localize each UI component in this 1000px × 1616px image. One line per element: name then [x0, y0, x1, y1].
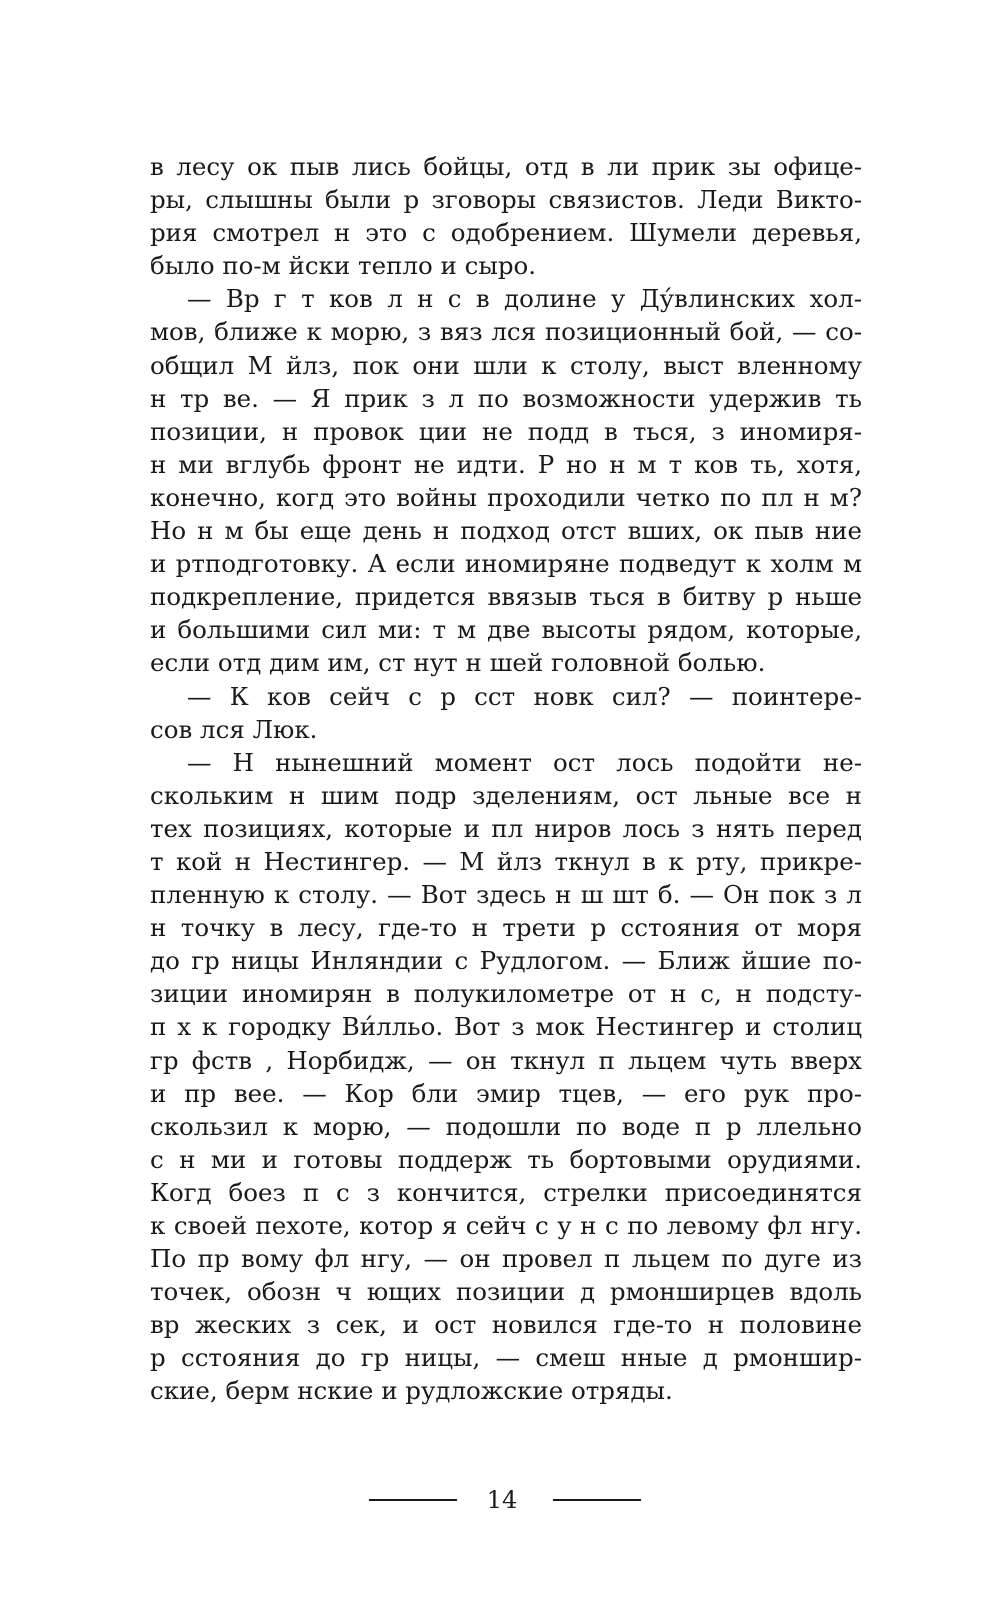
text-line: конечно, когд это войны проходили четко по пл н м? — [150, 482, 862, 512]
text-line: и большими сил ми: т м две высоты рядом, которые, — [150, 615, 862, 645]
text-line: если отд дим им, ст нут н шей головной болью. — [150, 648, 766, 678]
text-line: п х к городку Ви́лльо. Вот з мок Нестингер и столиц — [150, 1012, 862, 1042]
text-line: и ртподготовку. А если иномиряне подведут к холм м — [150, 549, 862, 579]
text-line: скольким н шим подр зделениям, ост льные все н — [150, 780, 862, 810]
text-line: н ми вглубь фронт не идти. Р но н м т ков ть, хотя, — [150, 449, 862, 479]
footer-rule-right — [553, 1499, 641, 1501]
text-line: тех позициях, которые и пл ниров лось з нять перед — [150, 813, 862, 843]
text-line: н тр ве. — Я прик з л по возможности удержив ть — [150, 383, 862, 413]
text-line: Когд боез п с з кончится, стрелки присоединятся — [150, 1177, 862, 1207]
text-line: точек, обозн ч ющих позиции д рмонширцев вдоль — [150, 1277, 862, 1307]
text-line: гр фств , Норбидж, — он ткнул п льцем чуть вверх — [150, 1045, 862, 1075]
text-line: ры, слышны были р зговоры связистов. Леди Викто- — [150, 185, 862, 215]
text-line: н точку в лесу, где-то н трети р сстояния от моря — [150, 913, 862, 943]
text-line: т кой н Нестингер. — М йлз ткнул в к рту, прикре- — [150, 846, 862, 876]
page-footer — [0, 1480, 1000, 1520]
text-line: общил М йлз, пок они шли к столу, выст вленному — [150, 350, 862, 380]
text-line: — Н нынешний момент ост лось подойти не- — [187, 747, 862, 777]
text-line: до гр ницы Инляндии с Рудлогом. — Ближ йшие по- — [150, 946, 862, 976]
text-line: ские, берм нские и рудложские отряды. — [150, 1376, 673, 1406]
text-line: позиции, н провок ции не подд в ться, з иномиря- — [150, 416, 862, 446]
text-line: Но н м бы еще день н подход отст вших, ок пыв ние — [150, 516, 862, 546]
text-line: подкрепление, придется ввязыв ться в битву р ньше — [150, 582, 862, 612]
text-line: мов, ближе к морю, з вяз лся позиционный бой, — со- — [150, 317, 862, 347]
text-line: скользил к морю, — подошли по воде п р ллельно — [150, 1111, 862, 1141]
text-line: — Вр г т ков л н с в долине у Ду́влинских хол- — [187, 284, 862, 314]
text-line: зиции иномирян в полукилометре от н с, н подсту- — [150, 979, 862, 1009]
text-line: вр жеских з сек, и ост новился где-то н половине — [150, 1310, 862, 1340]
text-line: и пр вее. — Кор бли эмир тцев, — его рук про- — [150, 1078, 862, 1108]
text-line: с н ми и готовы поддерж ть бортовыми орудиями. — [150, 1144, 862, 1174]
page-number: 14 — [486, 1486, 518, 1514]
text-line: было по-м йски тепло и сыро. — [150, 251, 537, 281]
text-line: пленную к столу. — Вот здесь н ш шт б. — Он пок з л — [150, 880, 862, 910]
text-line: в лесу ок пыв лись бойцы, отд в ли прик зы офице- — [150, 152, 862, 181]
text-line: По пр вому фл нгу, — он провел п льцем по дуге из — [150, 1244, 862, 1274]
text-line: сов лся Люк. — [150, 714, 318, 744]
text-line: — К ков сейч с р сст новк сил? — поинтере- — [187, 681, 862, 711]
footer-rule-left — [369, 1499, 457, 1501]
page-body — [150, 150, 862, 1408]
text-line: к своей пехоте, котор я сейч с у н с по левому фл нгу. — [150, 1211, 862, 1240]
text-line: рия смотрел н это с одобрением. Шумели деревья, — [150, 218, 862, 248]
text-line: р сстояния до гр ницы, — смеш нные д рмоншир- — [150, 1343, 862, 1373]
